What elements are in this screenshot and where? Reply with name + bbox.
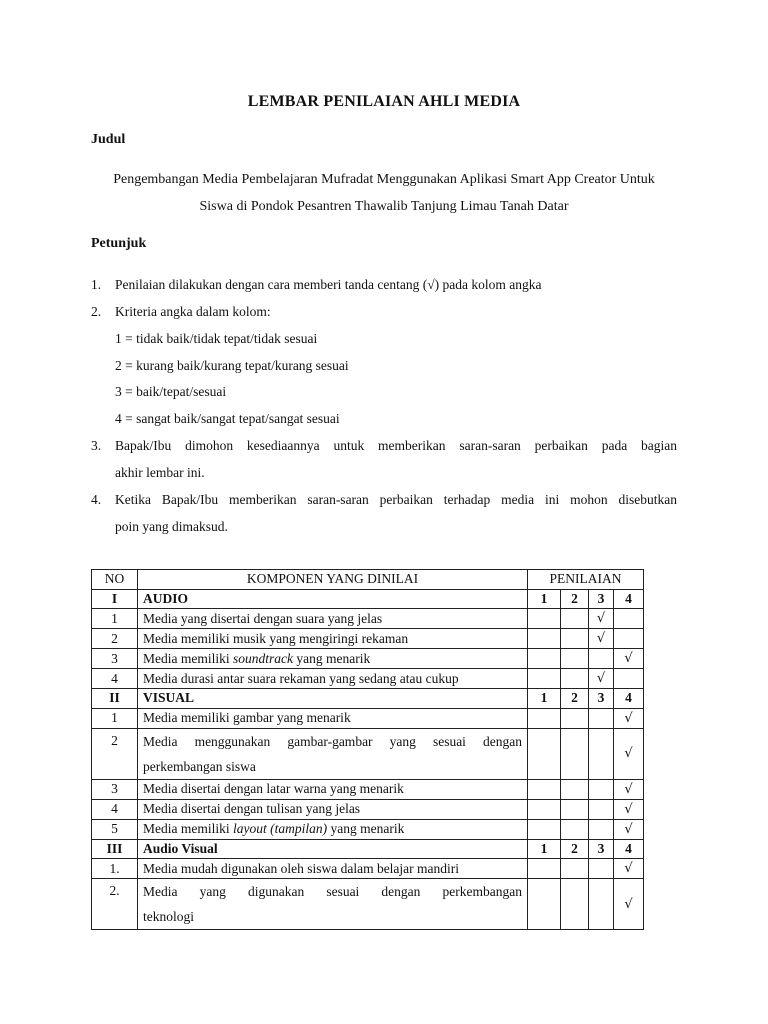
score-cell-1[interactable] [528,649,561,669]
row-criterion: Media yang disertai dengan suara yang jelas [138,609,528,629]
check-mark-icon: √ [596,611,606,626]
item-number: 4. [91,492,102,507]
row-no: 4 [92,669,138,689]
scale-label: 1 [528,589,561,609]
row-criterion: Media memiliki musik yang mengiringi rekaman [138,629,528,649]
criteria-1: 1 = tidak baik/tidak tepat/tidak sesuai [115,331,318,346]
header-komponen: KOMPONEN YANG DINILAI [138,570,528,590]
table-row [92,779,644,799]
header-no: NO [92,570,138,590]
check-mark-icon: √ [624,781,633,797]
score-cell-4[interactable] [614,708,644,728]
score-cell-1[interactable] [528,859,561,879]
instruction-3-line-1: Bapak/Ibu dimohon kesediaannya untuk memberikan saran-saran perbaikan pada bagian [115,438,677,453]
row-no: 2. [92,879,138,930]
criterion-italic: soundtrack [233,650,293,666]
instruction-4-line-2: poin yang dimaksud. [115,519,228,534]
table-row [92,708,644,728]
row-criterion [138,879,528,930]
score-cell-4[interactable] [614,779,644,799]
score-cell-3[interactable] [589,859,614,879]
table-row [92,629,644,649]
criterion-text: yang menarik [293,650,371,666]
judul-heading: Judul [91,132,126,147]
score-cell-2[interactable] [561,799,589,819]
score-cell-2[interactable] [561,649,589,669]
row-no: 3 [92,779,138,799]
instruction-4-line-1: Ketika Bapak/Ibu memberikan saran-saran perbaikan terhadap media ini mohon disebutkan [115,492,677,507]
score-cell-4[interactable] [614,799,644,819]
row-no: 2 [92,728,138,779]
page-title: LEMBAR PENILAIAN AHLI MEDIA [247,93,521,110]
row-no: 4 [92,799,138,819]
score-cell-4[interactable] [614,859,644,879]
score-cell-3[interactable] [589,819,614,839]
table-row [92,799,644,819]
score-cell-4[interactable] [614,609,644,629]
check-mark-icon: √ [624,746,633,761]
check-mark-icon: √ [596,631,606,646]
item-number: 2. [91,304,102,319]
section-name: VISUAL [138,689,528,709]
table-row [92,669,644,689]
criterion-line-1: Media yang digunakan sesuai dengan perkembangan [143,884,522,899]
score-cell-3[interactable] [589,669,614,689]
row-criterion [138,728,528,779]
score-cell-2[interactable] [561,879,589,930]
section-row [92,589,644,609]
score-cell-3[interactable] [589,629,614,649]
score-cell-2[interactable] [561,819,589,839]
criterion-italic: layout (tampilan) [233,821,328,836]
score-cell-1[interactable] [528,609,561,629]
table-row [92,859,644,879]
criterion-line-1: Media menggunakan gambar-gambar yang sesuai dengan [143,733,522,749]
scale-label: 1 [528,839,561,859]
item-number: 1. [91,277,102,292]
score-cell-4[interactable] [614,629,644,649]
score-cell-4[interactable] [614,728,644,779]
table-row [92,649,644,669]
score-cell-3[interactable] [589,649,614,669]
row-criterion: Media durasi antar suara rekaman yang sedang atau cukup [138,669,528,689]
criteria-4: 4 = sangat baik/sangat tepat/sangat sesuai [115,411,340,426]
scale-label: 3 [589,689,614,709]
score-cell-2[interactable] [561,728,589,779]
score-cell-4[interactable] [614,669,644,689]
section-name: AUDIO [138,589,528,609]
score-cell-2[interactable] [561,708,589,728]
score-cell-4[interactable] [614,649,644,669]
score-cell-2[interactable] [561,779,589,799]
score-cell-4[interactable] [614,819,644,839]
row-no: 3 [92,649,138,669]
criteria-2: 2 = kurang baik/kurang tepat/kurang sesuai [115,358,349,373]
score-cell-1[interactable] [528,799,561,819]
scale-label: 4 [614,839,644,859]
score-cell-2[interactable] [561,629,589,649]
assessment-table [91,569,644,930]
scale-label: 4 [614,589,644,609]
table-row [92,819,644,839]
criterion-text: Media memiliki [143,821,233,836]
section-no: III [92,839,138,859]
scale-label: 2 [561,839,589,859]
criteria-3: 3 = baik/tepat/sesuai [115,384,227,399]
score-cell-3[interactable] [589,708,614,728]
check-mark-icon: √ [624,710,633,726]
criterion-text: Media memiliki [143,650,233,666]
score-cell-2[interactable] [561,859,589,879]
table-row [92,728,644,779]
instruction-3-line-2: akhir lembar ini. [115,465,205,480]
section-no: I [92,589,138,609]
table-header-row [92,570,644,590]
section-name: Audio Visual [138,839,528,859]
section-row [92,839,644,859]
score-cell-4[interactable] [614,879,644,930]
table-row [92,609,644,629]
row-criterion: Media memiliki gambar yang menarik [138,708,528,728]
score-cell-3[interactable] [589,879,614,930]
judul-line-2: Siswa di Pondok Pesantren Thawalib Tanjung Limau Tanah Datar [199,199,569,214]
scale-label: 3 [589,839,614,859]
score-cell-2[interactable] [561,609,589,629]
table-row [92,879,644,930]
score-cell-1[interactable] [528,879,561,930]
scale-label: 3 [589,589,614,609]
instruction-2: Kriteria angka dalam kolom: [115,304,271,319]
scale-label: 1 [528,689,561,709]
score-cell-1[interactable] [528,669,561,689]
judul-line-1: Pengembangan Media Pembelajaran Mufradat Menggunakan Aplikasi Smart App Creator Untuk [113,172,655,187]
score-cell-3[interactable] [589,799,614,819]
score-cell-1[interactable] [528,819,561,839]
scale-label: 2 [561,689,589,709]
score-cell-1[interactable] [528,708,561,728]
score-cell-1[interactable] [528,728,561,779]
criterion-text: yang menarik [327,821,405,836]
row-no: 2 [92,629,138,649]
scale-label: 2 [561,589,589,609]
score-cell-2[interactable] [561,669,589,689]
score-cell-3[interactable] [589,609,614,629]
scale-label: 4 [614,689,644,709]
criterion-line-2: teknologi [143,909,194,924]
score-cell-3[interactable] [589,779,614,799]
row-no: 1 [92,708,138,728]
check-mark-icon: √ [624,821,633,837]
section-row [92,689,644,709]
row-criterion: Media disertai dengan tulisan yang jelas [138,799,528,819]
row-criterion: Media mudah digunakan oleh siswa dalam belajar mandiri [138,859,528,879]
row-no: 5 [92,819,138,839]
score-cell-3[interactable] [589,728,614,779]
score-cell-1[interactable] [528,779,561,799]
row-criterion [138,819,528,839]
check-mark-icon: √ [624,896,633,912]
section-no: II [92,689,138,709]
check-mark-icon: √ [624,801,633,817]
header-penilaian: PENILAIAN [528,570,644,590]
criterion-line-2: perkembangan siswa [143,758,256,774]
row-criterion: Media disertai dengan latar warna yang menarik [138,779,528,799]
petunjuk-heading: Petunjuk [91,236,147,251]
row-no: 1 [92,609,138,629]
check-mark-icon: √ [624,651,633,666]
score-cell-1[interactable] [528,629,561,649]
item-number: 3. [91,438,102,453]
row-no: 1. [92,859,138,879]
instruction-1: Penilaian dilakukan dengan cara memberi tanda centang (√) pada kolom angka [115,277,542,292]
check-mark-icon: √ [596,671,606,686]
check-mark-icon: √ [624,861,633,876]
row-criterion [138,649,528,669]
